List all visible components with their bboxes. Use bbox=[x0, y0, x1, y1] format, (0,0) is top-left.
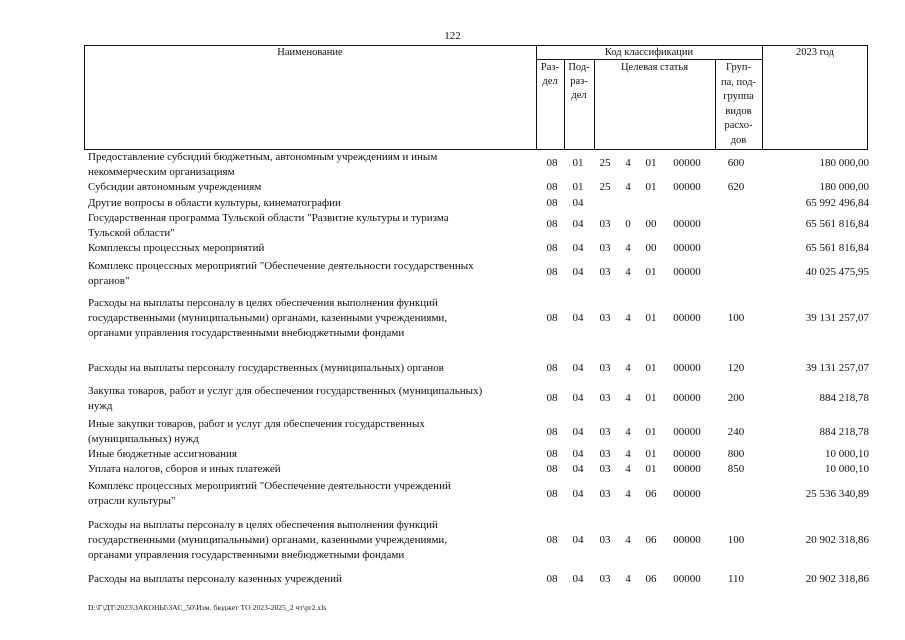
table-row bbox=[88, 417, 869, 447]
target-program-code: 03 bbox=[599, 392, 611, 404]
target-direction-code: 00000 bbox=[673, 157, 701, 169]
row-name bbox=[88, 259, 533, 289]
target-subprogram-code: 06 bbox=[645, 573, 657, 585]
amount-2023: 884 218,78 bbox=[819, 426, 869, 438]
razdel-code: 08 bbox=[546, 534, 558, 546]
target-type-code: 4 bbox=[625, 266, 631, 278]
amount-2023: 180 000,00 bbox=[819, 157, 869, 169]
row-name bbox=[88, 150, 533, 180]
podrazdel-code: 04 bbox=[572, 488, 584, 500]
row-name-line: Комплекс процессных мероприятий "Обеспечение деятельности государственных bbox=[88, 260, 474, 272]
target-subprogram-code: 01 bbox=[645, 181, 657, 193]
row-name bbox=[88, 196, 533, 211]
amount-2023: 25 536 340,89 bbox=[805, 488, 869, 500]
target-program-code: 25 bbox=[599, 157, 611, 169]
row-name-line: Уплата налогов, сборов и иных платежей bbox=[88, 463, 281, 475]
podrazdel-code: 04 bbox=[572, 197, 584, 209]
row-name-line: органами управления государственными внебюджетными фондами bbox=[88, 549, 405, 561]
amount-2023: 39 131 257,07 bbox=[805, 312, 869, 324]
amount-2023: 39 131 257,07 bbox=[805, 362, 869, 374]
row-name-line: Тульской области" bbox=[88, 227, 175, 239]
podrazdel-code: 04 bbox=[572, 463, 584, 475]
amount-2023: 40 025 475,95 bbox=[805, 266, 869, 278]
razdel-code: 08 bbox=[546, 573, 558, 585]
row-name bbox=[88, 296, 533, 341]
header-target: Целевая статья bbox=[620, 62, 689, 73]
razdel-code: 08 bbox=[546, 197, 558, 209]
expense-group-code: 100 bbox=[727, 312, 745, 324]
row-name-line: Расходы на выплаты персоналу казенных учреждений bbox=[88, 573, 342, 585]
row-name bbox=[88, 479, 533, 509]
target-direction-code: 00000 bbox=[673, 448, 701, 460]
row-name-line: Расходы на выплаты персоналу в целях обеспечения выполнения функций bbox=[88, 519, 438, 531]
target-subprogram-code: 01 bbox=[645, 157, 657, 169]
razdel-code: 08 bbox=[546, 181, 558, 193]
row-name-line: Иные закупки товаров, работ и услуг для обеспечения государственных bbox=[88, 418, 425, 430]
podrazdel-code: 04 bbox=[572, 392, 584, 404]
podrazdel-code: 04 bbox=[572, 218, 584, 230]
row-name-line: Расходы на выплаты персоналу государственных (муниципальных) органов bbox=[88, 362, 444, 374]
target-program-code: 03 bbox=[599, 573, 611, 585]
amount-2023: 65 561 816,84 bbox=[805, 218, 869, 230]
expense-group-code: 120 bbox=[727, 362, 745, 374]
table-row bbox=[88, 241, 869, 256]
row-name-line: Комплексы процессных мероприятий bbox=[88, 242, 265, 254]
target-type-code: 4 bbox=[625, 362, 631, 374]
razdel-code: 08 bbox=[546, 362, 558, 374]
razdel-code: 08 bbox=[546, 426, 558, 438]
target-type-code: 4 bbox=[625, 534, 631, 546]
row-name-line: государственными (муниципальными) органами, казенными учреждениями, bbox=[88, 312, 448, 324]
target-direction-code: 00000 bbox=[673, 218, 701, 230]
target-program-code: 03 bbox=[599, 218, 611, 230]
header-year: 2023 год bbox=[796, 47, 834, 58]
expense-group-code: 600 bbox=[727, 157, 745, 169]
target-program-code: 25 bbox=[599, 181, 611, 193]
target-program-code: 03 bbox=[599, 448, 611, 460]
razdel-code: 08 bbox=[546, 157, 558, 169]
row-name bbox=[88, 447, 533, 462]
row-name bbox=[88, 462, 533, 477]
target-type-code: 4 bbox=[625, 448, 631, 460]
target-subprogram-code: 06 bbox=[645, 488, 657, 500]
table-row bbox=[88, 462, 869, 477]
row-name-line: органов" bbox=[88, 275, 130, 287]
target-subprogram-code: 01 bbox=[645, 426, 657, 438]
row-name bbox=[88, 361, 533, 376]
podrazdel-code: 04 bbox=[572, 312, 584, 324]
target-type-code: 4 bbox=[625, 426, 631, 438]
expense-group-code: 850 bbox=[727, 463, 745, 475]
target-subprogram-code: 01 bbox=[645, 463, 657, 475]
razdel-code: 08 bbox=[546, 242, 558, 254]
header-podrazdel: Под- раз- дел bbox=[568, 62, 590, 101]
target-subprogram-code: 00 bbox=[645, 218, 657, 230]
table-row bbox=[88, 196, 869, 211]
razdel-code: 08 bbox=[546, 448, 558, 460]
row-name bbox=[88, 417, 533, 447]
row-name-line: Расходы на выплаты персоналу в целях обеспечения выполнения функций bbox=[88, 297, 438, 309]
target-type-code: 4 bbox=[625, 312, 631, 324]
target-program-code: 03 bbox=[599, 534, 611, 546]
podrazdel-code: 04 bbox=[572, 573, 584, 585]
podrazdel-code: 04 bbox=[572, 426, 584, 438]
table-row bbox=[88, 518, 869, 563]
row-name bbox=[88, 384, 533, 414]
podrazdel-code: 04 bbox=[572, 362, 584, 374]
table-row bbox=[88, 211, 869, 241]
target-subprogram-code: 01 bbox=[645, 392, 657, 404]
row-name-line: Закупка товаров, работ и услуг для обеспечения государственных (муниципальных) bbox=[88, 385, 483, 397]
header-name: Наименование bbox=[277, 47, 343, 58]
table-row bbox=[88, 361, 869, 376]
table-header bbox=[84, 45, 868, 150]
target-program-code: 03 bbox=[599, 312, 611, 324]
target-type-code: 4 bbox=[625, 463, 631, 475]
row-name bbox=[88, 572, 533, 587]
row-name-line: Другие вопросы в области культуры, кинематографии bbox=[88, 197, 341, 209]
table-row bbox=[88, 572, 869, 587]
row-name bbox=[88, 518, 533, 563]
amount-2023: 65 561 816,84 bbox=[805, 242, 869, 254]
target-subprogram-code: 01 bbox=[645, 362, 657, 374]
expense-group-code: 200 bbox=[727, 392, 745, 404]
target-direction-code: 00000 bbox=[673, 463, 701, 475]
target-subprogram-code: 01 bbox=[645, 448, 657, 460]
target-subprogram-code: 00 bbox=[645, 242, 657, 254]
table-row bbox=[88, 259, 869, 289]
table-row bbox=[88, 296, 869, 341]
razdel-code: 08 bbox=[546, 463, 558, 475]
podrazdel-code: 04 bbox=[572, 266, 584, 278]
razdel-code: 08 bbox=[546, 312, 558, 324]
amount-2023: 10 000,10 bbox=[825, 448, 869, 460]
table-row bbox=[88, 150, 869, 180]
target-type-code: 4 bbox=[625, 157, 631, 169]
row-name bbox=[88, 180, 533, 195]
row-name-line: Иные бюджетные ассигнования bbox=[88, 448, 237, 460]
expense-group-code: 620 bbox=[727, 181, 745, 193]
table-row bbox=[88, 180, 869, 195]
target-program-code: 03 bbox=[599, 426, 611, 438]
target-type-code: 4 bbox=[625, 573, 631, 585]
amount-2023: 20 902 318,86 bbox=[805, 573, 869, 585]
expense-group-code: 800 bbox=[727, 448, 745, 460]
header-code-group: Код классификации bbox=[604, 47, 694, 58]
target-subprogram-code: 01 bbox=[645, 266, 657, 278]
footer-file-path: D:\Г\ДТ\2023\ЗАКОНЫ\ЗАС_50\Изм. бюджет ТО 2023-2025_2 чт\pr2.xls bbox=[88, 603, 327, 612]
target-type-code: 4 bbox=[625, 181, 631, 193]
target-direction-code: 00000 bbox=[673, 573, 701, 585]
target-direction-code: 00000 bbox=[673, 426, 701, 438]
header-razdel: Раз- дел bbox=[540, 62, 560, 87]
row-name-line: Комплекс процессных мероприятий "Обеспечение деятельности учреждений bbox=[88, 480, 451, 492]
target-type-code: 4 bbox=[625, 488, 631, 500]
row-name-line: органами управления государственными внебюджетными фондами bbox=[88, 327, 405, 339]
target-direction-code: 00000 bbox=[673, 392, 701, 404]
row-name-line: Предоставление субсидий бюджетным, автономным учреждениям и иным bbox=[88, 151, 438, 163]
razdel-code: 08 bbox=[546, 218, 558, 230]
row-name bbox=[88, 211, 533, 241]
header-group: Груп- па, под- группа видов расхо- дов bbox=[721, 62, 756, 146]
row-name-line: (муниципальных) нужд bbox=[88, 433, 199, 445]
podrazdel-code: 04 bbox=[572, 242, 584, 254]
target-program-code: 03 bbox=[599, 362, 611, 374]
razdel-code: 08 bbox=[546, 488, 558, 500]
podrazdel-code: 01 bbox=[572, 181, 584, 193]
expense-group-code: 100 bbox=[727, 534, 745, 546]
expense-group-code: 240 bbox=[727, 426, 745, 438]
table-row bbox=[88, 447, 869, 462]
row-name-line: отрасли культуры" bbox=[88, 495, 176, 507]
target-type-code: 0 bbox=[625, 218, 631, 230]
target-subprogram-code: 01 bbox=[645, 312, 657, 324]
podrazdel-code: 04 bbox=[572, 534, 584, 546]
target-program-code: 03 bbox=[599, 242, 611, 254]
row-name-line: Субсидии автономным учреждениям bbox=[88, 181, 262, 193]
razdel-code: 08 bbox=[546, 266, 558, 278]
amount-2023: 20 902 318,86 bbox=[805, 534, 869, 546]
row-name-line: нужд bbox=[88, 400, 113, 412]
amount-2023: 180 000,00 bbox=[819, 181, 869, 193]
row-name-line: Государственная программа Тульской области "Развитие культуры и туризма bbox=[88, 212, 449, 224]
page-number: 122 bbox=[444, 30, 461, 42]
razdel-code: 08 bbox=[546, 392, 558, 404]
podrazdel-code: 04 bbox=[572, 448, 584, 460]
target-direction-code: 00000 bbox=[673, 488, 701, 500]
amount-2023: 10 000,10 bbox=[825, 463, 869, 475]
target-program-code: 03 bbox=[599, 488, 611, 500]
target-type-code: 4 bbox=[625, 392, 631, 404]
row-name bbox=[88, 241, 533, 256]
target-program-code: 03 bbox=[599, 463, 611, 475]
target-direction-code: 00000 bbox=[673, 266, 701, 278]
target-direction-code: 00000 bbox=[673, 534, 701, 546]
target-direction-code: 00000 bbox=[673, 312, 701, 324]
target-direction-code: 00000 bbox=[673, 181, 701, 193]
table-row bbox=[88, 479, 869, 509]
amount-2023: 65 992 496,84 bbox=[805, 197, 869, 209]
row-name-line: государственными (муниципальными) органами, казенными учреждениями, bbox=[88, 534, 448, 546]
table-row bbox=[88, 384, 869, 414]
amount-2023: 884 218,78 bbox=[819, 392, 869, 404]
target-program-code: 03 bbox=[599, 266, 611, 278]
target-direction-code: 00000 bbox=[673, 362, 701, 374]
row-name-line: некоммерческим организациям bbox=[88, 166, 235, 178]
expense-group-code: 110 bbox=[727, 573, 745, 585]
target-type-code: 4 bbox=[625, 242, 631, 254]
target-direction-code: 00000 bbox=[673, 242, 701, 254]
podrazdel-code: 01 bbox=[572, 157, 584, 169]
target-subprogram-code: 06 bbox=[645, 534, 657, 546]
